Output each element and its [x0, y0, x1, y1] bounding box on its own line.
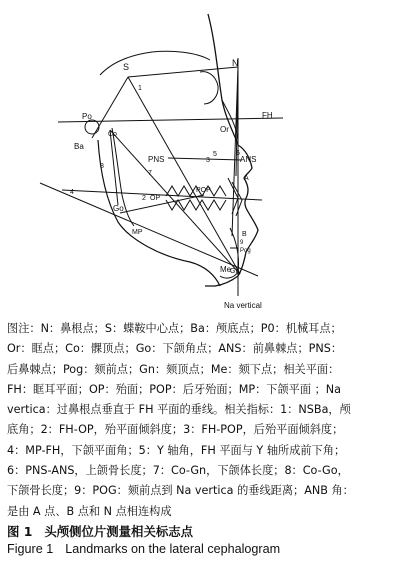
label-go: Go [113, 204, 124, 213]
label-index-8: 8 [100, 163, 104, 170]
skull-outline [205, 14, 258, 286]
notes-line: FH：眶耳平面；OP：殆面；POP：后牙殆面；MP：下颌平面 ；Na [7, 382, 342, 396]
label-n: N [232, 58, 239, 68]
pns-ans-line [168, 158, 242, 160]
notes-line: 底角；2：FH-OP，殆平面倾斜度；3：FH-POP，后殆平面倾斜度； [7, 423, 344, 437]
notes-line: vertica：过鼻根点垂直于 FH 平面的垂线。相关指标：1：NSBa，颅 [7, 403, 351, 417]
figure-title-zh: 头颅侧位片测量相关标志点 [44, 524, 194, 539]
label-co: Co [108, 131, 117, 138]
label-na-vertical: Na vertical [224, 301, 262, 310]
notes-line: 下颌骨长度；9：POG：颏前点到 Na vertica 的垂线距离；ANB 角： [7, 484, 354, 498]
figure-title-en: Landmarks on the lateral cephalogram [65, 542, 281, 556]
pop-plane [120, 195, 204, 213]
figure-caption-en [7, 542, 409, 556]
label-index-7: 7 [148, 170, 152, 177]
op-plane [62, 190, 262, 200]
label-pns: PNS [148, 155, 165, 164]
label-op: OP [150, 195, 161, 202]
po-ring [85, 120, 99, 134]
label-pog: Pog [240, 248, 251, 254]
label-fh: FH [262, 111, 273, 120]
label-index-6: 6 [236, 150, 240, 157]
label-index-4: 4 [70, 189, 74, 196]
s-n-line [128, 67, 238, 77]
figure-notes [7, 319, 409, 522]
label-b: B [242, 231, 247, 238]
label-pop: POP [196, 187, 211, 194]
notes-line: 是由 A 点、B 点和 N 点相连构成 [7, 504, 172, 518]
label-gn: Gn [230, 268, 240, 275]
mp-plane [40, 183, 258, 276]
label-a: A [244, 175, 249, 182]
notes-line: 6：PNS-ANS，上颌骨长度；7：Co-Gn，下颌体长度；8：Co-Go， [7, 464, 349, 478]
label-s: S [123, 62, 130, 72]
label-index-1: 1 [138, 85, 142, 92]
label-ans: ANS [240, 155, 257, 164]
notes-line: Or：眶点；Co：髁顶点；Go：下颌角点；ANS：前鼻棘点；PNS： [7, 342, 343, 356]
label-po: Po [82, 112, 92, 121]
figure-caption-zh [7, 522, 409, 540]
label-index-9: 9 [240, 240, 244, 246]
label-index-5: 5 [213, 151, 217, 158]
label-index-2: 2 [142, 195, 146, 202]
incisors [228, 178, 242, 216]
label-or: Or [220, 125, 229, 134]
label-me: Me [220, 265, 232, 274]
label-ba: Ba [74, 142, 84, 151]
notes-line: 4：MP-FH，下颌平面角；5：Y 轴角，FH 平面与 Y 轴所成前下角； [7, 443, 346, 457]
orbit-outline [200, 72, 218, 104]
figure-label-en: Figure 1 [7, 542, 54, 556]
notes-line: 图注：N：鼻根点；S：蝶鞍中心点；Ba：颅底点；P0：机械耳点； [7, 322, 342, 335]
s-ba-line [92, 77, 128, 138]
notes-line: 后鼻棘点；Pog：颏前点；Gn：颏顶点；Me：颏下点；相关平面： [7, 362, 340, 376]
label-mp: MP [132, 229, 143, 236]
co-gn-line [110, 130, 240, 274]
label-index-3: 3 [206, 157, 210, 164]
figure-label-zh: 图 1 [7, 524, 33, 539]
